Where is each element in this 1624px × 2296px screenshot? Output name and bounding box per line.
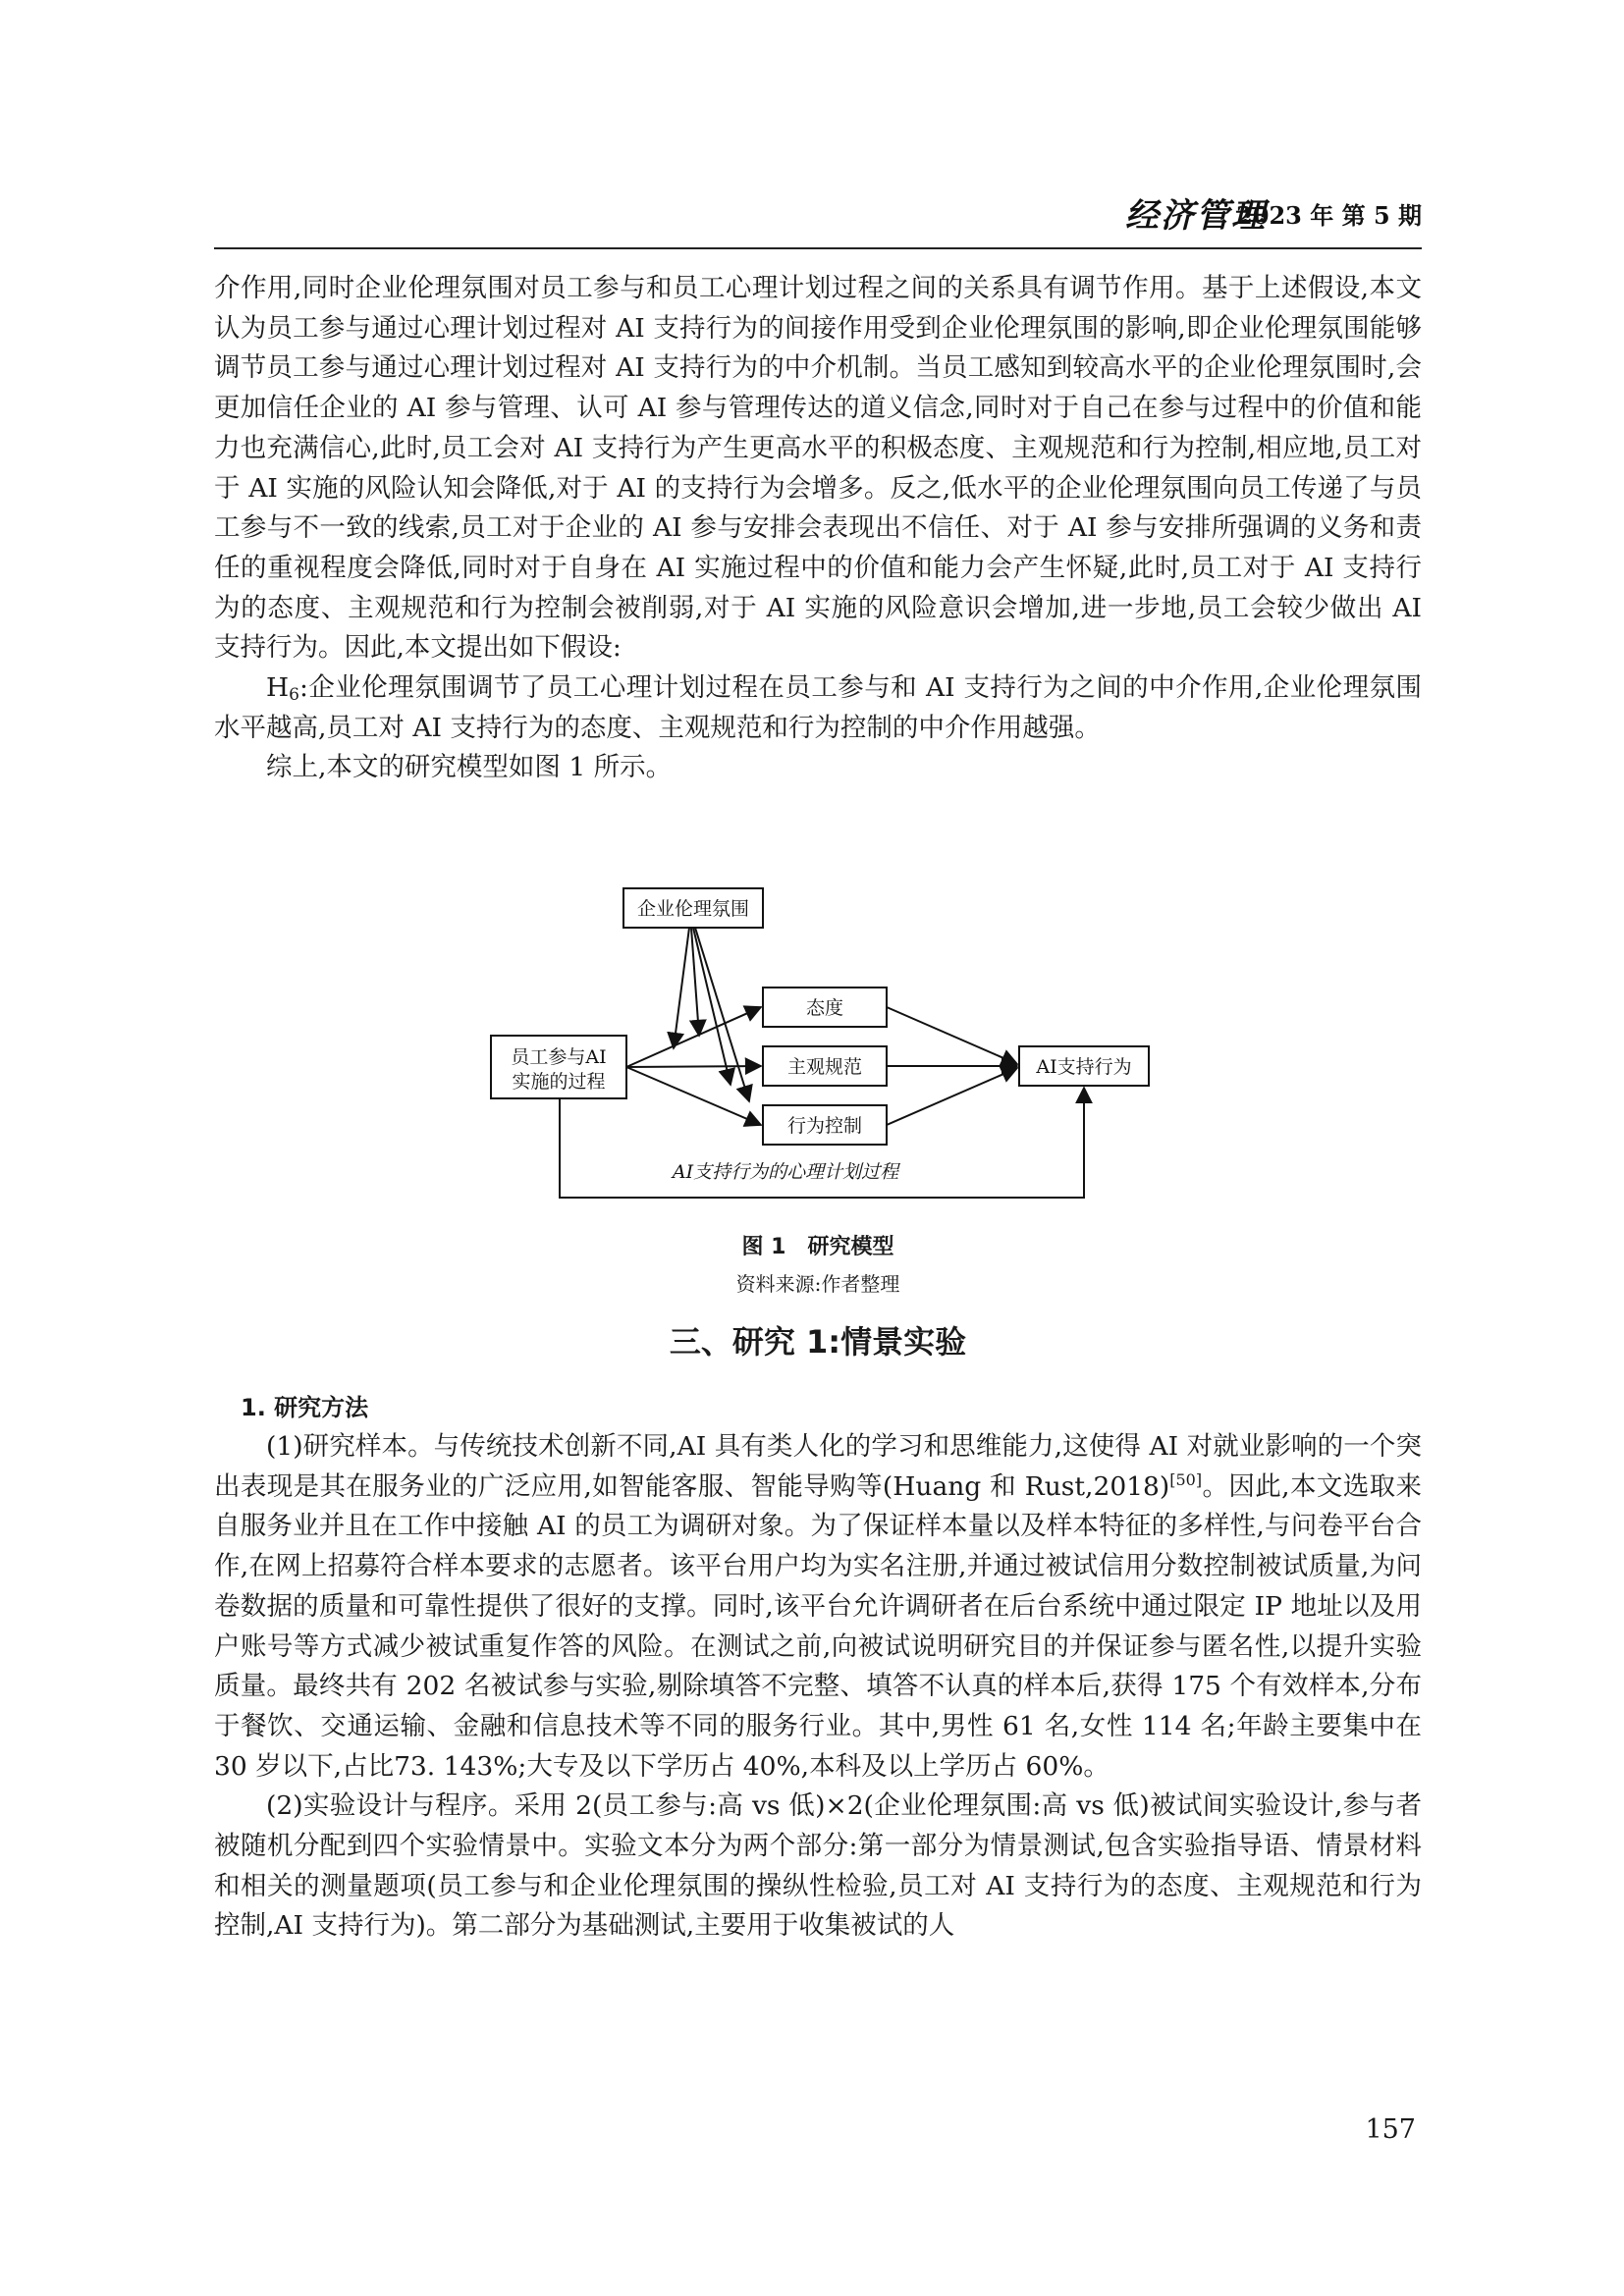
hypothesis-label: H (266, 672, 290, 704)
arrow-input-norm (626, 1066, 761, 1067)
figure-caption: 图 1 研究模型 (741, 1235, 894, 1259)
running-header (214, 187, 1422, 249)
arrow-moderator-c (693, 928, 731, 1085)
issue-label: 2023 年 第 5 期 (1236, 201, 1422, 230)
section-heading: 三、研究 1:情景实验 (669, 1323, 967, 1361)
input-label-line1: 员工参与AI (511, 1046, 607, 1068)
arrow-input-attitude (626, 1007, 761, 1067)
body-bottom (214, 1427, 1422, 1947)
hypothesis-number: 6 (289, 685, 299, 706)
paragraph-sample (214, 1427, 1422, 1787)
subsection-heading: 1. 研究方法 (241, 1394, 369, 1421)
input-label-line2: 实施的过程 (512, 1071, 606, 1093)
moderator-label: 企业伦理氛围 (636, 898, 750, 920)
body-top (214, 269, 1422, 788)
process-label: AI支持行为的心理计划过程 (672, 1161, 899, 1183)
figure-source: 资料来源:作者整理 (735, 1272, 900, 1296)
research-model-figure (481, 874, 1168, 1217)
arrow-moderator-d (695, 928, 749, 1101)
research-model-diagram (481, 874, 1168, 1217)
page-number: 157 (1365, 2114, 1416, 2145)
model-intro-line: 综上,本文的研究模型如图 1 所示。 (266, 752, 673, 783)
paragraph-hypothesis-rationale: 介作用,同时企业伦理氛围对员工参与和员工心理计划过程之间的关系具有调节作用。基于上述假设,本文认为员工参与通过心理计划过程对 AI 支持行为的间接作用受到企业伦理氛围的影响,即企业伦理氛围能够调节员工参与通过心理计划过程对 AI 支持行为的中介机制。当员工感知到较高水平的企业伦理氛围时,会更加信任企业的 AI 参与管理、认可 AI 参与管理传达的道义信念,同时对于自己在参与过程中的价值和能力也充满信心,此时,员工会对 AI 支持行为产生更高水平的积极态度、主观规范和行为控制,相应地,员工对于 AI 实施的风险认知会降低,对于 AI 的支持行为会增多。反之,低水平的企业伦理氛围向员工传递了与员工参与不一致的线索,员工对于企业的 AI 参与安排会表现出不信任、对于 AI 参与安排所强调的义务和责任的重视程度会降低,同时对于自身在 AI 实施过程中的价值和能力会产生怀疑,此时,员工对于 AI 支持行为的态度、主观规范和行为控制会被削弱,对于 AI 实施的风险意识会增加,进一步地,员工会较少做出 AI 支持行为。因此,本文提出如下假设: (214, 273, 1423, 664)
hypothesis-text: :企业伦理氛围调节了员工心理计划过程在员工参与和 AI 支持行为之间的中介作用,企业伦理氛围水平越高,员工对 AI 支持行为的态度、主观规范和行为控制的中介作用越强。 (214, 672, 1422, 743)
arrow-attitude-outcome (887, 1007, 1017, 1064)
outcome-label: AI支持行为 (1036, 1056, 1132, 1078)
paragraph-design: (2)实验设计与程序。采用 2(员工参与:高 vs 低)×2(企业伦理氛围:高 vs 低)被试间实验设计,参与者被随机分配到四个实验情景中。实验文本分为两个部分:第一部分为情景测试,包含实验指导语、情景材料和相关的测量题项(员工参与和企业伦理氛围的操纵性检验,员工对 AI 支持行为的态度、主观规范和行为控制,AI 支持行为)。第二部分为基础测试,主要用于收集被试的人 (214, 1790, 1422, 1942)
sample-text-part1: (1)研究样本。与传统技术创新不同,AI 具有类人化的学习和思维能力,这使得 AI 对就业影响的一个突出表现是其在服务业的广泛应用,如智能客服、智能导购等(Huang 和 Rust,2018) (214, 1431, 1422, 1502)
mediator-norm-label: 主观规范 (786, 1056, 863, 1078)
journal-name: 经济管理 (1125, 196, 1267, 236)
hypothesis-h6 (214, 668, 1422, 748)
arrow-moderator-a (674, 928, 689, 1048)
sample-text-part2: 。因此,本文选取来自服务业并且在工作中接触 AI 的员工为调研对象。为了保证样本量以及样本特征的多样性,与问卷平台合作,在网上招募符合样本要求的志愿者。该平台用户均为实名注册,并通过被试信用分数控制被试质量,为问卷数据的质量和可靠性提供了很好的支撑。同时,该平台允许调研者在后台系统中通过限定 IP 地址以及用户账号等方式减少被试重复作答的风险。在测试之前,向被试说明研究目的并保证参与匿名性,以提升实验质量。最终共有 202 名被试参与实验,剔除填答不完整、填答不认真的样本后,获得 175 个有效样本,分布于餐饮、交通运输、金融和信息技术等不同的服务行业。其中,男性 61 名,女性 114 名;年龄主要集中在 30 岁以下,占比73. 143%;大专及以下学历占 40%,本科及以上学历占 60%。 (214, 1470, 1422, 1782)
mediator-attitude-label: 态度 (805, 997, 844, 1019)
citation-ref: [50] (1169, 1469, 1203, 1489)
mediator-control-label: 行为控制 (786, 1115, 863, 1137)
arrow-control-outcome (887, 1068, 1017, 1125)
